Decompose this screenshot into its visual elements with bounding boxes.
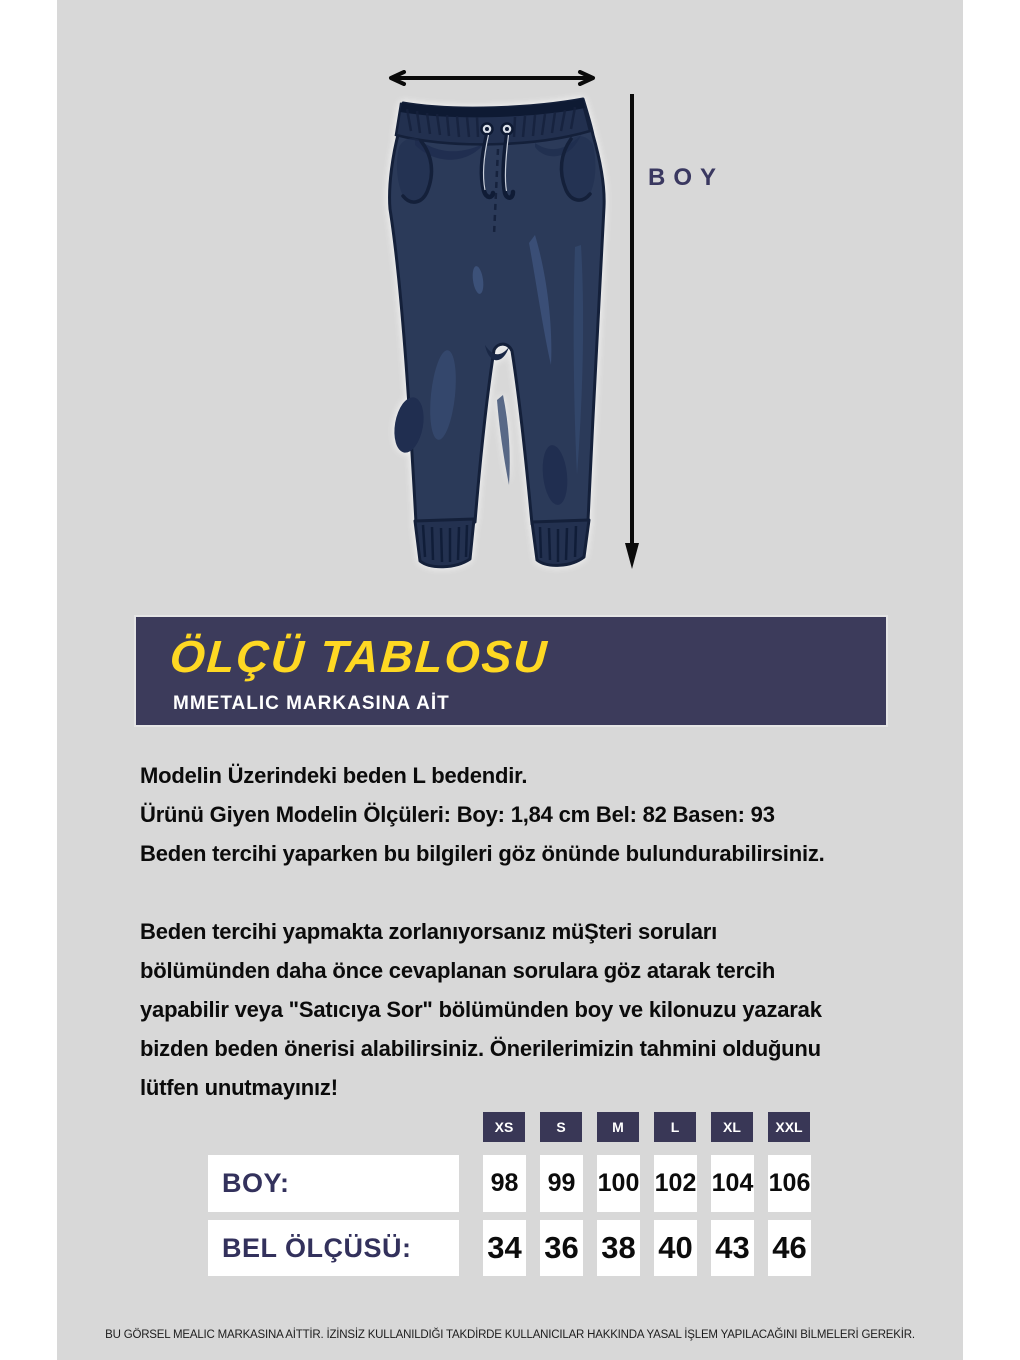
model-info-paragraph — [140, 756, 825, 873]
table-cell: 104 — [711, 1155, 754, 1212]
paragraph-line: Modelin Üzerindeki beden L bedendir. — [140, 763, 528, 788]
paragraph-line: Beden tercihi yaparken bu bilgileri göz önünde bulundurabilirsiniz. — [140, 841, 825, 866]
table-row-bel-olcusu — [483, 1220, 811, 1276]
table-cell: 98 — [483, 1155, 526, 1212]
size-header-l: L — [654, 1112, 696, 1142]
table-cell: 43 — [711, 1220, 754, 1276]
size-header-xxl: XXL — [768, 1112, 810, 1142]
row-label-bel-olcusu: BEL ÖLÇÜSÜ: — [208, 1220, 459, 1276]
size-header-s: S — [540, 1112, 582, 1142]
paragraph-line: yapabilir veya "Satıcıya Sor" bölümünden boy ve kilonuzu yazarak — [140, 997, 822, 1022]
table-cell: 100 — [597, 1155, 640, 1212]
table-cell: 36 — [540, 1220, 583, 1276]
copyright-footer: BU GÖRSEL MEALIC MARKASINA AİTTİR. İZİNSİZ KULLANILDIĞI TAKDİRDE KULLANICILAR HAKKINDA YASAL İŞLEM YAPILACAĞINI BİLMELERİ GEREKİR. — [105, 1329, 915, 1341]
size-header-m: M — [597, 1112, 639, 1142]
paragraph-line: lütfen unutmayınız! — [140, 1075, 338, 1100]
table-cell: 102 — [654, 1155, 697, 1212]
length-arrow-icon — [624, 93, 640, 571]
table-cell: 46 — [768, 1220, 811, 1276]
paragraph-line: bölümünden daha önce cevaplanan sorulara göz atarak tercih — [140, 958, 776, 983]
banner-subtitle: MMETALIC MARKASINA AİT — [173, 693, 450, 714]
gray-canvas — [57, 0, 963, 1360]
row-label-boy: BOY: — [208, 1155, 459, 1212]
size-chart-banner — [136, 617, 886, 725]
paragraph-line: Ürünü Giyen Modelin Ölçüleri: Boy: 1,84 cm Bel: 82 Basen: 93 — [140, 802, 775, 827]
size-header-xs: XS — [483, 1112, 525, 1142]
paragraph-line: bizden beden önerisi alabilirsiniz. Önerilerimizin tahmini olduğunu — [140, 1036, 821, 1061]
table-cell: 99 — [540, 1155, 583, 1212]
table-cell: 40 — [654, 1220, 697, 1276]
table-cell: 106 — [768, 1155, 811, 1212]
table-row-boy — [483, 1155, 811, 1212]
pants-illustration — [385, 95, 607, 573]
length-measure-label: BOY — [648, 164, 725, 191]
size-header-xl: XL — [711, 1112, 753, 1142]
size-advice-paragraph — [140, 912, 822, 1107]
size-header-row — [483, 1112, 810, 1142]
paragraph-line: Beden tercihi yapmakta zorlanıyorsanız müŞteri soruları — [140, 919, 718, 944]
width-arrow-icon — [387, 70, 597, 86]
table-cell: 38 — [597, 1220, 640, 1276]
table-cell: 34 — [483, 1220, 526, 1276]
banner-title: ÖLÇÜ TABLOSU — [168, 631, 550, 682]
